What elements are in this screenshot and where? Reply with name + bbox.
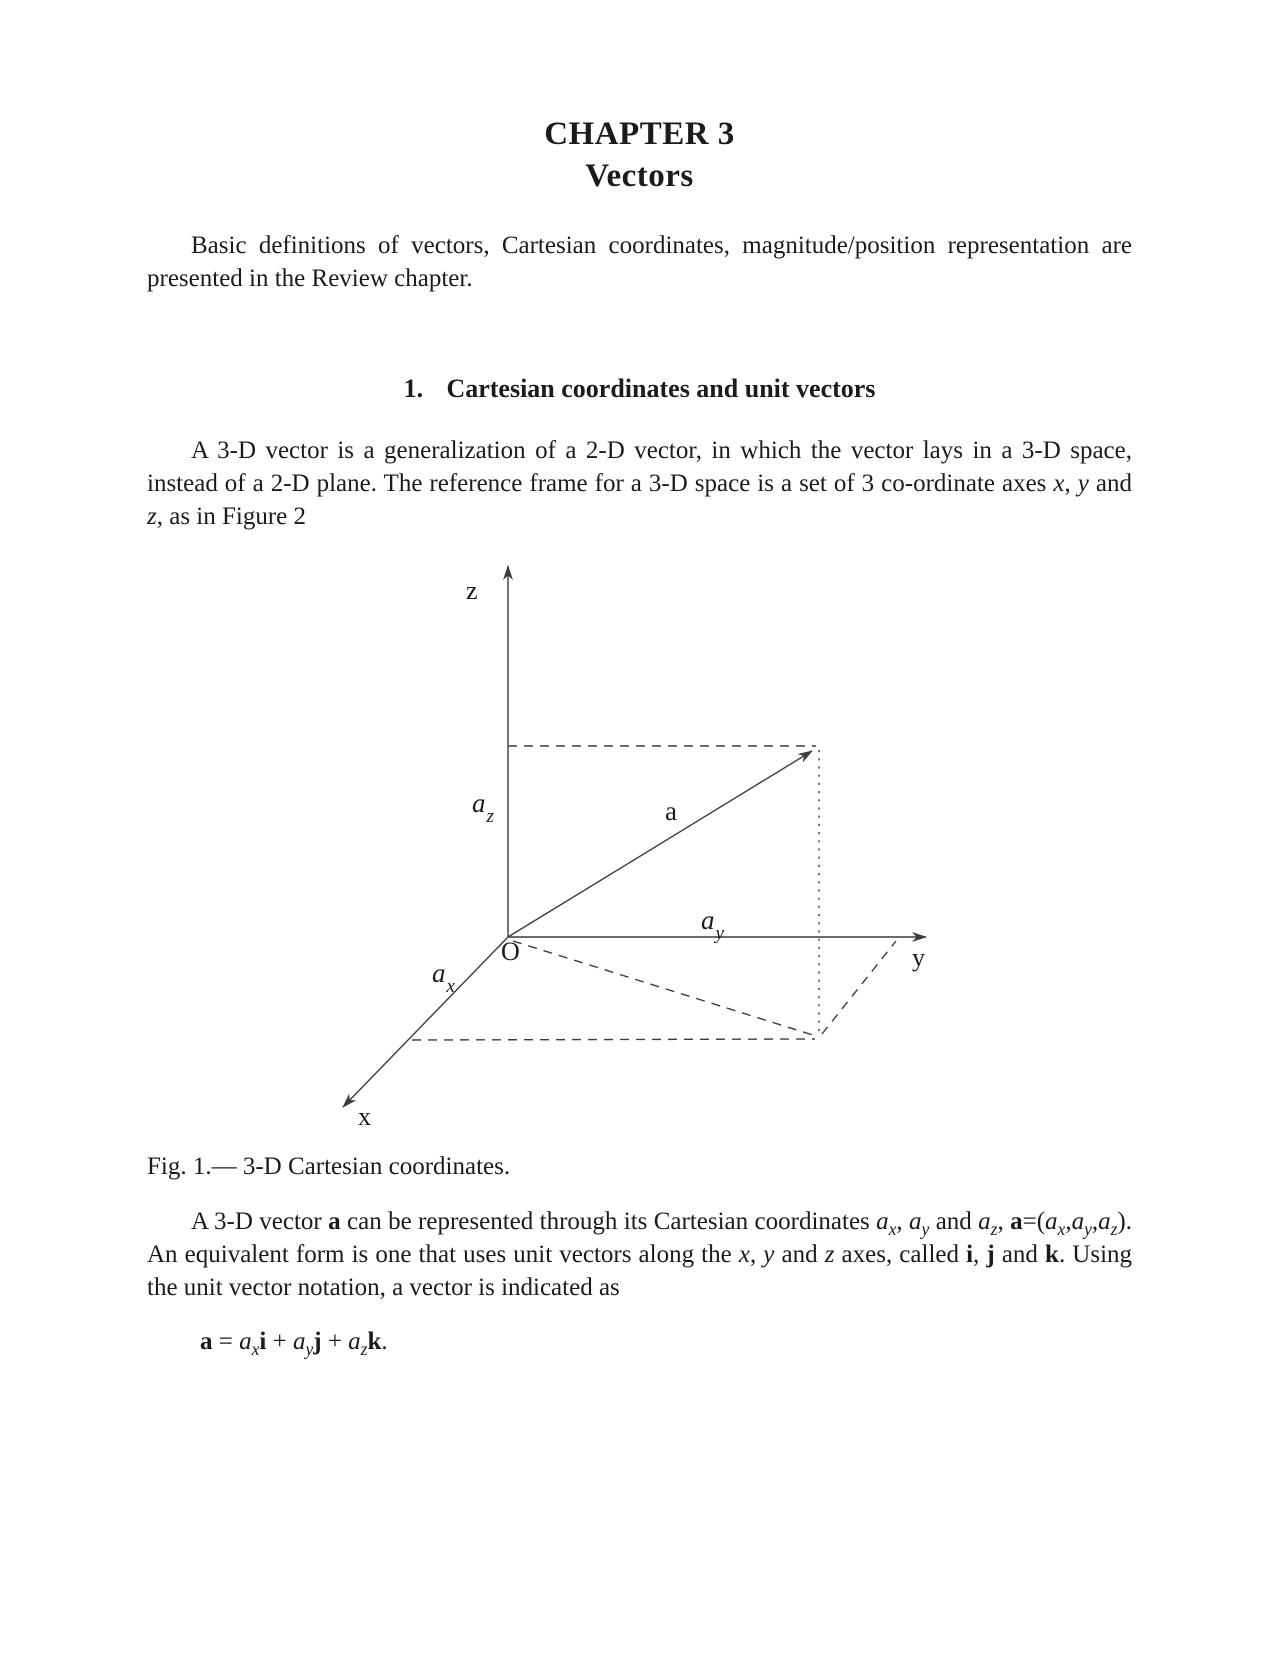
chapter-title: Vectors — [585, 158, 694, 194]
section-heading — [147, 375, 1132, 404]
figure-caption: Fig. 1.— 3-D Cartesian coordinates. — [147, 1153, 511, 1180]
chapter-heading: CHAPTER 3 — [544, 116, 735, 152]
origin-to-foot-dashed-line — [513, 941, 816, 1036]
paragraph-cartesian-coordinates: A 3-D vector a can be represented through its Cartesian coordinates $a_x$, $a_y$ and $a_z$, $a=(a_x,a_y,a_z)$. An equivalent form is one that uses unit vectors along the x, y and z axes, called i, j and k. Using the unit vector notation, a vector is indicated as — [147, 1208, 1133, 1301]
figure-3d-cartesian-diagram — [280, 545, 960, 1135]
x-axis-line — [343, 937, 508, 1107]
foot-to-yaxis-dashed-line — [822, 941, 896, 1034]
vector-a-line — [508, 751, 812, 937]
z-axis-label: z — [466, 576, 478, 605]
paragraph-3d-vector: A 3-D vector is a generalization of a 2-D vector, in which the vector lays in a 3-D space, instead of a 2-D plane. The reference frame for a 3-D space is a set of 3 co-ordinate axes x, y and z, as in Figure 2 — [147, 437, 1132, 530]
section-title: Cartesian coordinates and unit vectors — [446, 374, 876, 403]
ay-component-label: $a_y$ — [701, 905, 724, 944]
y-axis-label: y — [912, 943, 925, 972]
ax-component-label: $a_x$ — [432, 958, 455, 997]
x-axis-label: x — [358, 1102, 371, 1131]
intro-paragraph: Basic definitions of vectors, Cartesian coordinates, magnitude/position representation are presented in the Review chapter. — [147, 232, 1132, 292]
origin-label: O — [501, 937, 520, 966]
vector-a-label: a — [665, 796, 677, 826]
bottom-dashed-line — [412, 1039, 815, 1040]
vector-equation: $a = a_xi + a_yj + a_zk$. — [200, 1328, 388, 1359]
section-number: 1. — [403, 374, 424, 403]
az-component-label: $a_z$ — [472, 788, 494, 827]
